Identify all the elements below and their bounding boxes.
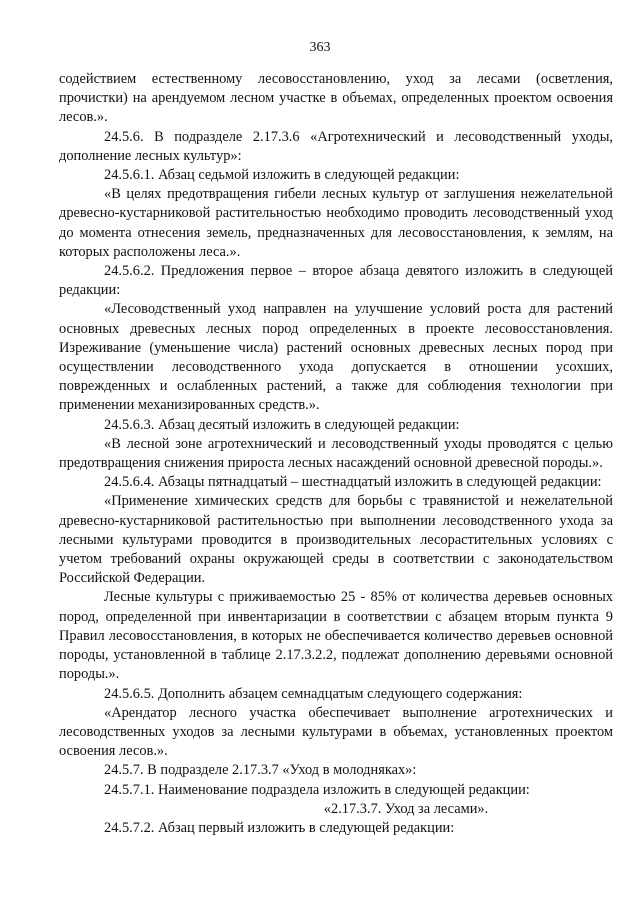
paragraph: содействием естественному лесовосстановлению, уход за лесами (осветления, прочистки) на арендуемом лесном участке в объемах, определенных проектом освоения лесов.». xyxy=(59,71,613,126)
paragraph: 24.5.6. В подразделе 2.17.3.6 «Агротехнический и лесоводственный уходы, дополнение лесных культур»: xyxy=(59,128,613,164)
paragraph: 24.5.7.1. Наименование подраздела изложить в следующей редакции: xyxy=(104,781,530,798)
paragraph: 24.5.6.3. Абзац десятый изложить в следующей редакции: xyxy=(104,416,460,433)
quoted-paragraph: «Арендатор лесного участка обеспечивает выполнение агротехнических и лесоводственных уходов за лесными культурами в объемах, установленных проектом освоения лесов.». xyxy=(59,704,613,760)
quoted-paragraph: «Лесоводственный уход направлен на улучшение условий роста для растений основных древесных лесных пород определенных в проекте лесовосстановления. Изреживание (уменьшение числа) растений основных древесных лесных пород при осуществлении лесоводственного ухода допускается в отношении усохших, поврежденных и ослабленных растений, а также для соблюдения технологии при применении механизированных средств.». xyxy=(59,301,613,414)
section-title-quote: «2.17.3.7. Уход за лесами». xyxy=(323,800,489,817)
document-body xyxy=(59,70,613,838)
paragraph: 24.5.6.1. Абзац седьмой изложить в следующей редакции: xyxy=(104,167,460,184)
quoted-paragraph: «В лесной зоне агротехнический и лесоводственный уходы проводятся с целью предотвращения снижения прироста лесных насаждений основной древесной породы.». xyxy=(59,435,613,472)
paragraph: 24.5.6.2. Предложения первое – второе абзаца девятого изложить в следующей редакции: xyxy=(59,263,613,299)
quoted-paragraph: «В целях предотвращения гибели лесных культур от заглушения нежелательной древесно-кустарниковой растительностью необходимо проводить лесоводственный уход до момента отнесения земель, предназначенных для лесовосстановления, к землям, на которых расположены леса.». xyxy=(59,186,613,260)
paragraph: 24.5.7.2. Абзац первый изложить в следующей редакции: xyxy=(104,819,455,836)
paragraph: 24.5.6.4. Абзацы пятнадцатый – шестнадцатый изложить в следующей редакции: xyxy=(104,474,602,491)
paragraph: 24.5.6.5. Дополнить абзацем семнадцатым следующего содержания: xyxy=(104,685,523,702)
paragraph: Лесные культуры с приживаемостью 25 - 85% от количества деревьев основных пород, определенной при инвентаризации в соответствии с абзацем вторым пункта 9 Правил лесовосстановления, в которых не обеспечивается количество деревьев основной породы, установленной в таблице 2.17.3.2.2, подлежат дополнению деревьями основной породы.». xyxy=(59,589,613,683)
quoted-paragraph: «Применение химических средств для борьбы с травянистой и нежелательной древесно-кустарниковой растительностью при выполнении лесоводственного ухода за лесными культурами проводится в производительных лесорастительных условиях с учетом требований охраны окружающей среды в соответствии с законодательством Российской Федерации. xyxy=(59,493,613,587)
paragraph: 24.5.7. В подразделе 2.17.3.7 «Уход в молодняках»: xyxy=(104,762,417,779)
page-number: 363 xyxy=(309,40,331,55)
